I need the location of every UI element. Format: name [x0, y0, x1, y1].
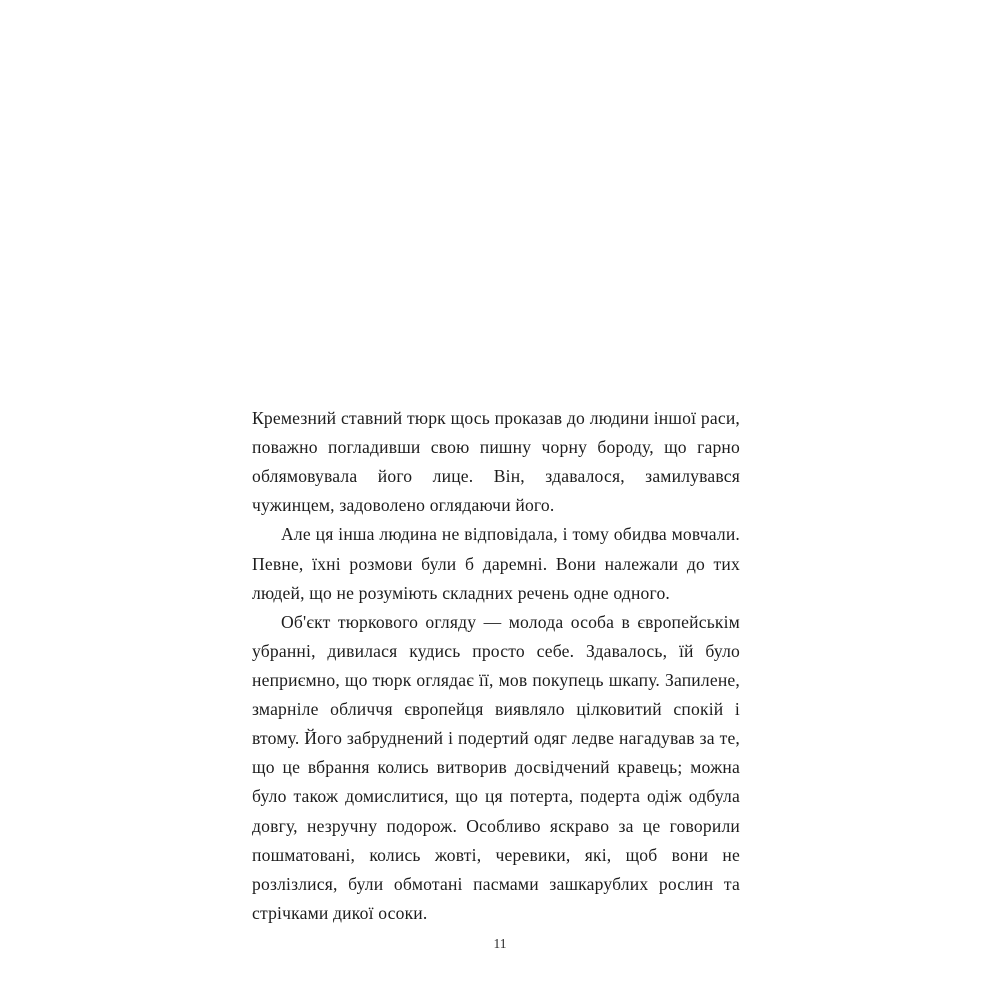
- page-text-body: [252, 404, 740, 928]
- paragraph: Але ця інша людина не відповідала, і тому обидва мовчали. Певне, їхні розмови були б даремні. Вони належали до тих людей, що не розуміють складних речень одне одного.: [252, 524, 740, 603]
- paragraph: Кремезний ставний тюрк щось проказав до людини іншої раси, поважно погладивши свою пишну чорну бороду, що гарно облямовувала його лице. Він, здавалося, замилувався чужинцем, задоволено оглядаючи його.: [252, 408, 740, 516]
- page-number: 11: [493, 936, 507, 951]
- paragraph: Об'єкт тюркового огляду — молода особа в європейськім убранні, дивилася кудись просто себе. Здавалось, їй було неприємно, що тюрк оглядає її, мов покупець шкапу. Запилене, змарніле обличчя європейця виявляло цілковитий спокій і втому. Його забруднений і подертий одяг ледве нагадував за те, що це вбрання колись витворив досвідчений кравець; можна було також домислитися, що ця потерта, подерта одіж одбула довгу, незручну подорож. Особливо яскраво за це говорили пошматовані, колись жовті, черевики, які, щоб вони не розлізлися, були обмотані пасмами зашкарублих рослин та стрічками дикої осоки.: [252, 611, 740, 923]
